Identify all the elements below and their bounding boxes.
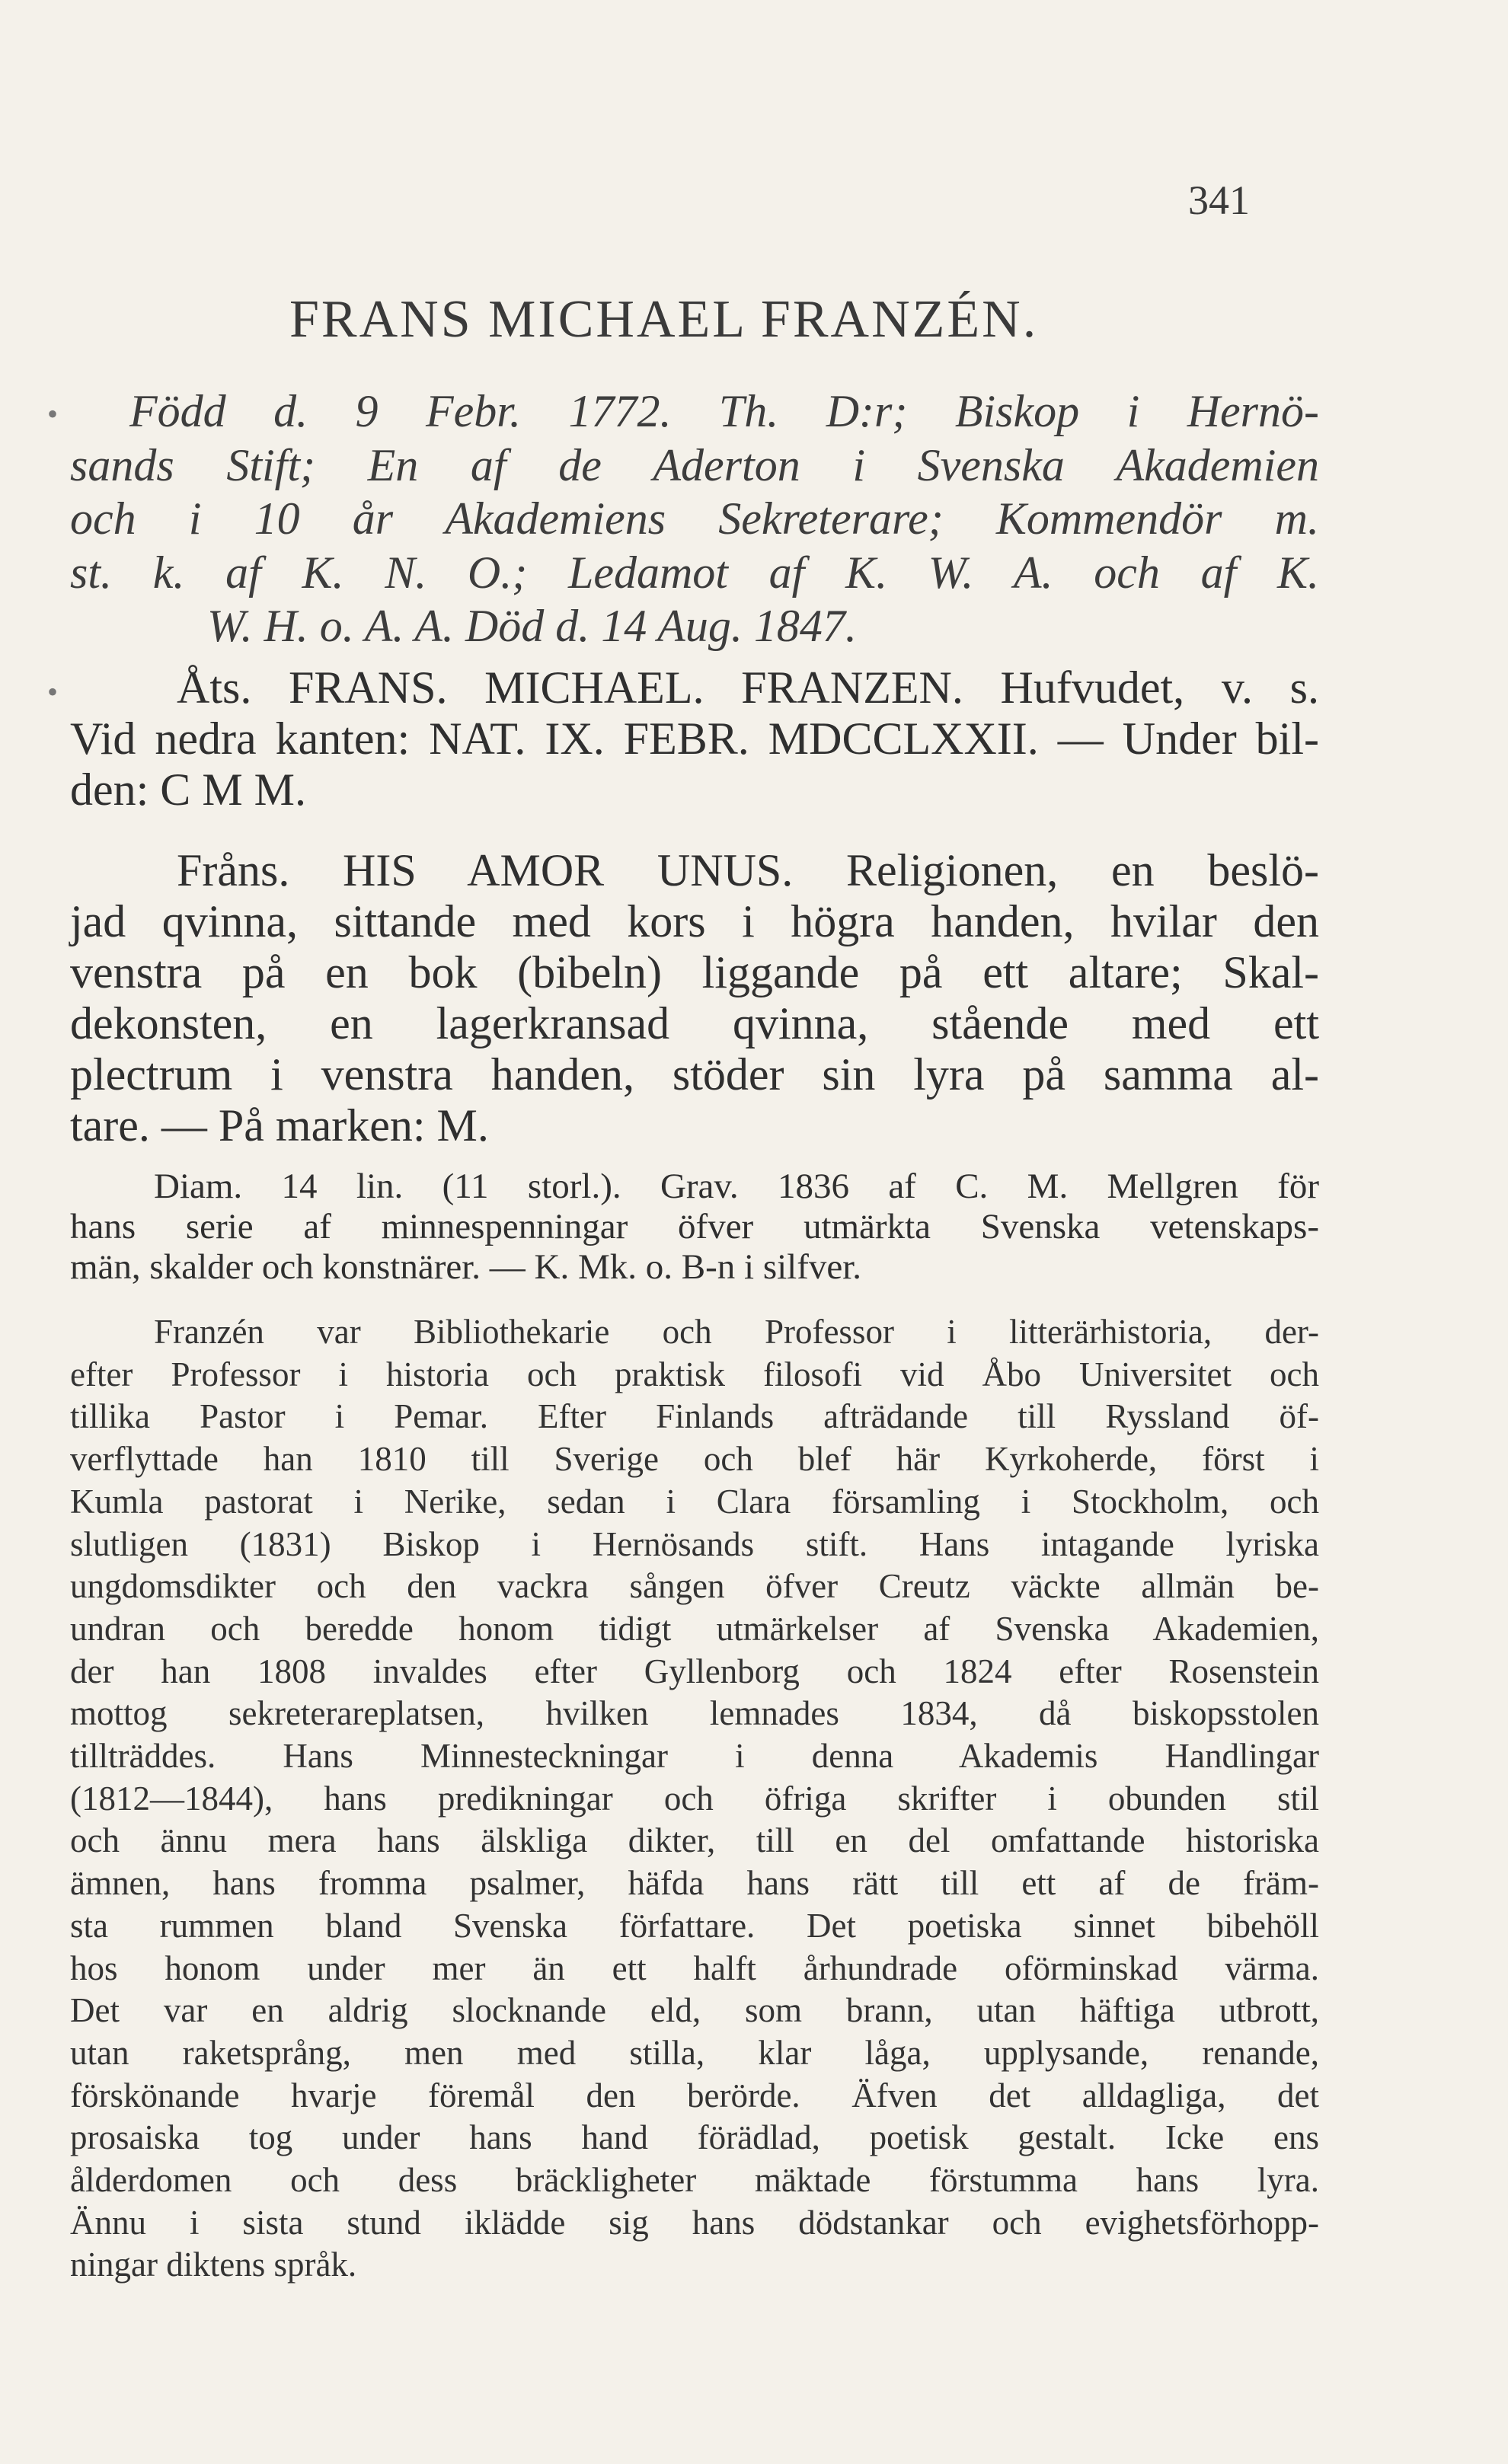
obverse-description [70, 662, 1319, 815]
biography-line: Det var en aldrig slocknande eld, som brann, utan häftiga utbrott, [70, 1991, 1319, 2030]
spec-line: Diam. 14 lin. (11 storl.). Grav. 1836 af C. M. Mellgren för [154, 1167, 1319, 1206]
biographical-header [70, 385, 1319, 653]
biography-line: efter Professor i historia och praktisk filosofi vid Åbo Universitet och [70, 1355, 1319, 1393]
reverse-line: Fråns. HIS AMOR UNUS. Religionen, en beslö- [177, 845, 1319, 895]
biography-line: hos honom under mer än ett halft århundrade oförminskad värma. [70, 1949, 1319, 1987]
header-line: sands Stift; En af de Aderton i Svenska Akademien [70, 439, 1319, 490]
header-line: st. k. af K. N. O.; Ledamot af K. W. A. och af K. [70, 547, 1319, 598]
biography-line: slutligen (1831) Biskop i Hernösands stift. Hans intagande lyriska [70, 1524, 1319, 1563]
biography-line: utan raketsprång, men med stilla, klar låga, upplysande, renande, [70, 2033, 1319, 2072]
margin-dot: • [47, 675, 59, 709]
biography-line: tillika Pastor i Pemar. Efter Finlands afträdande till Ryssland öf- [70, 1397, 1319, 1436]
obverse-line: den: C M M. [70, 764, 307, 815]
margin-dot: • [47, 397, 59, 431]
page-number: 341 [1188, 177, 1250, 223]
reverse-line: plectrum i venstra handen, stöder sin lyra på samma al- [70, 1049, 1319, 1100]
header-line: och i 10 år Akademiens Sekreterare; Kommendör m. [70, 493, 1319, 544]
header-line: W. H. o. A. A. Död d. 14 Aug. 1847. [207, 601, 857, 651]
biography-paragraph [70, 1311, 1319, 2287]
reverse-line: venstra på en bok (bibeln) liggande på ett altare; Skal- [70, 947, 1319, 997]
biography-line: verflyttade han 1810 till Sverige och blef här Kyrkoherde, först i [70, 1440, 1319, 1479]
obverse-line: Vid nedra kanten: NAT. IX. FEBR. MDCCLXXII. — Under bil- [70, 713, 1319, 764]
biography-line: (1812—1844), hans predikningar och öfriga skrifter i obunden stil [70, 1779, 1319, 1818]
biography-line: och ännu mera hans älskliga dikter, till en del omfattande historiska [70, 1821, 1319, 1860]
biography-line: sta rummen bland Svenska författare. Det poetiska sinnet bibehöll [70, 1906, 1319, 1945]
biography-line: Ännu i sista stund iklädde sig hans dödstankar och evighetsförhopp- [70, 2203, 1319, 2242]
header-line: Född d. 9 Febr. 1772. Th. D:r; Biskop i Hernö- [129, 386, 1319, 436]
biography-line: prosaiska tog under hans hand förädlad, poetisk gestalt. Icke ens [70, 2118, 1319, 2157]
reverse-description [70, 845, 1319, 1151]
biography-line: der han 1808 invaldes efter Gyllenborg och 1824 efter Rosenstein [70, 1652, 1319, 1690]
reverse-line: tare. — På marken: M. [70, 1100, 489, 1151]
biography-line: mottog sekreterareplatsen, hvilken lemnades 1834, då biskopsstolen [70, 1694, 1319, 1733]
biography-line: ungdomsdikter och den vackra sången öfver Creutz väckte allmän be- [70, 1567, 1319, 1606]
page-title: FRANS MICHAEL FRANZÉN. [289, 290, 1039, 349]
biography-line: förskönande hvarje föremål den berörde. Äfven det alldagliga, det [70, 2076, 1319, 2115]
reverse-line: jad qvinna, sittande med kors i högra handen, hvilar den [70, 896, 1319, 946]
biography-line: Franzén var Bibliothekarie och Professor i litterärhistoria, der- [154, 1313, 1319, 1351]
spec-line: hans serie af minnespenningar öfver utmärkta Svenska vetenskaps- [70, 1207, 1319, 1246]
obverse-line: Åts. FRANS. MICHAEL. FRANZEN. Hufvudet, v. s. [177, 662, 1319, 713]
spec-line: män, skalder och konstnärer. — K. Mk. o. B-n i silfver. [70, 1247, 862, 1287]
reverse-line: dekonsten, en lagerkransad qvinna, stående med ett [70, 998, 1319, 1048]
biography-line: undran och beredde honom tidigt utmärkelser af Svenska Akademien, [70, 1609, 1319, 1648]
biography-line: ämnen, hans fromma psalmer, häfda hans rätt till ett af de främ- [70, 1864, 1319, 1903]
biography-line: tillträddes. Hans Minnesteckningar i denna Akademis Handlingar [70, 1737, 1319, 1776]
biography-line: ningar diktens språk. [70, 2245, 357, 2284]
biography-line: Kumla pastorat i Nerike, sedan i Clara församling i Stockholm, och [70, 1482, 1319, 1521]
medal-specifications [70, 1167, 1319, 1288]
biography-line: ålderdomen och dess bräckligheter mäktade förstumma hans lyra. [70, 2161, 1319, 2200]
